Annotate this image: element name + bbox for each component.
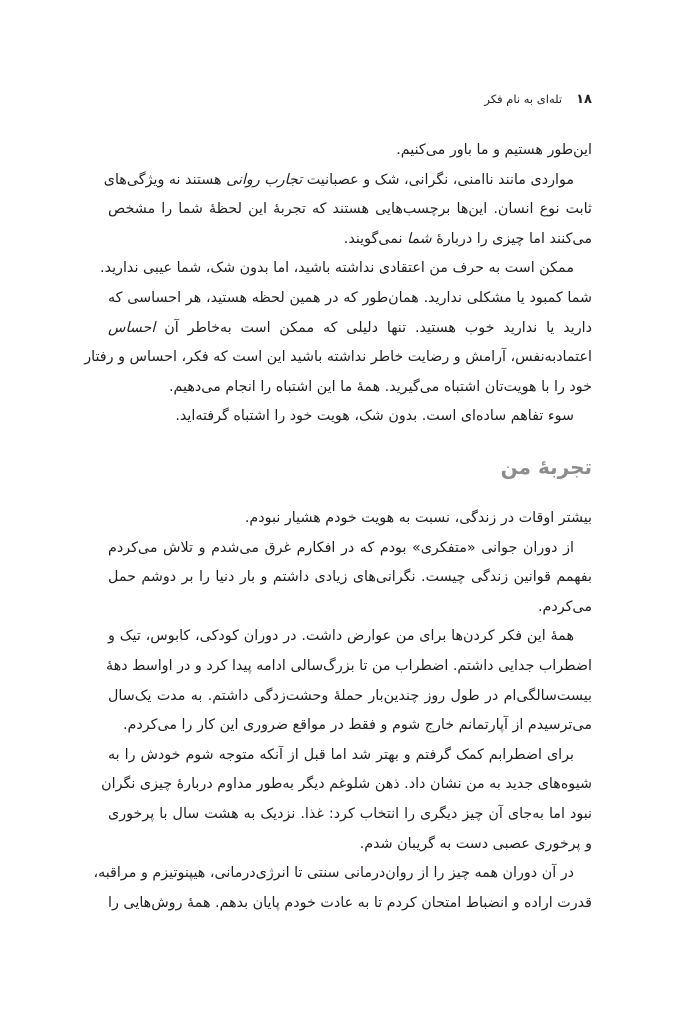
- body-text-bottom: [93, 504, 592, 918]
- running-head: [484, 92, 592, 107]
- text-line: [84, 343, 592, 373]
- text-segment: برای اضطرابم کمک گرفتم و بهتر شد اما قبل از آنکه متوجه شوم خودش را به: [108, 746, 574, 763]
- text-line: [108, 225, 592, 255]
- text-segment: می‌ترسیدم از آپارتمانم خارج شوم و فقط در مواقع ضروری این کار را می‌کردم.: [122, 717, 592, 734]
- text-line: [108, 284, 592, 314]
- text-segment: همهٔ این فکر کردن‌ها برای من عوارض داشت. در دوران کودکی، کابوس، تیک و: [108, 628, 574, 645]
- text-line: [108, 504, 592, 534]
- text-segment: بفهمم قوانین زندگی چیست. نگرانی‌های زیادی داشتم و بار دنیا را بر دوشم حمل: [108, 569, 592, 586]
- text-line: [108, 622, 592, 652]
- text-segment: دارید یا ندارید خوب هستید. تنها دلیلی که ممکن است به‌خاطر آن: [155, 319, 592, 336]
- text-line: [108, 402, 592, 432]
- text-line: [108, 652, 592, 682]
- paragraph: [108, 504, 592, 534]
- paragraph: [84, 254, 592, 402]
- text-line: [100, 254, 592, 284]
- text-line: [103, 166, 592, 196]
- text-line: [108, 314, 592, 344]
- text-line: [108, 682, 592, 712]
- italic-text: تجارب روانی: [226, 171, 303, 188]
- text-segment: می‌کردم.: [537, 598, 592, 615]
- text-line: [108, 136, 592, 166]
- paragraph: [108, 622, 592, 740]
- text-line: [108, 711, 592, 741]
- text-line: [108, 741, 592, 771]
- text-segment: ممکن است به حرف من اعتقادی نداشته باشید، اما بدون شک، شما عیبی ندارید.: [100, 260, 574, 277]
- text-line: [93, 859, 592, 889]
- italic-text: شما: [407, 230, 432, 247]
- text-segment: بیشتر اوقات در زندگی، نسبت به هویت خودم هشیار نبودم.: [244, 510, 592, 526]
- paragraph: [101, 741, 592, 859]
- text-segment: اضطراب جدایی داشتم. اضطراب من تا بزرگ‌سالی ادامه پیدا کرد و در اواسط دههٔ: [106, 657, 592, 674]
- book-title: تله‌ای به نام فکر: [484, 92, 563, 106]
- text-segment: می‌کنند اما چیزی را دربارهٔ: [431, 230, 592, 247]
- text-segment: شیوه‌های جدید به من نشان داد. ذهن شلوغم دیگر به‌طور مداوم دربارهٔ چیزی نگران: [101, 776, 592, 793]
- text-segment: مواردی مانند ناامنی، نگرانی، شک و عصبانیت: [302, 171, 574, 188]
- text-segment: و پرخوری عصبی دست به گریبان شدم.: [359, 835, 592, 852]
- text-segment: از دوران جوانی «متفکری» بودم که در افکارم غرق می‌شدم و تلاش می‌کردم: [108, 539, 574, 556]
- text-line: [108, 534, 592, 564]
- paragraph: [93, 859, 592, 918]
- text-line: [108, 800, 592, 830]
- text-line: [108, 373, 592, 403]
- section-heading: تجربهٔ من: [500, 455, 592, 479]
- text-segment: خود را با هویت‌تان اشتباه می‌گیرید. همهٔ ما این اشتباه را انجام می‌دهیم.: [168, 378, 592, 395]
- text-line: [108, 563, 592, 593]
- text-segment: قدرت اراده و انضباط امتحان کردم تا به عادت خودم پایان بدهم. همهٔ روش‌هایی را: [108, 894, 592, 911]
- body-text-top: [84, 136, 592, 432]
- text-segment: در آن دوران همه چیز را از روان‌درمانی سنتی تا انرژی‌درمانی، هیپنوتیزم و مراقبه،: [93, 865, 574, 882]
- paragraph: [108, 402, 592, 432]
- text-segment: اعتمادبه‌نفس، آرامش و رضایت خاطر نداشته باشید این است که فکر، احساس و رفتار: [84, 349, 592, 366]
- paragraph: [108, 534, 592, 623]
- italic-text: احساس: [108, 319, 156, 336]
- text-line: [108, 195, 592, 225]
- text-segment: نبود اما به‌جای آن چیز دیگری را انتخاب کرد: غذا. نزدیک به هشت سال با پرخوری: [108, 805, 592, 822]
- text-segment: سوء تفاهم ساده‌ای است. بدون شک، هویت خود را اشتباه گرفته‌اید.: [175, 408, 574, 425]
- text-line: [108, 593, 592, 623]
- text-line: [108, 889, 592, 919]
- text-segment: ثابت نوع انسان. این‌ها برچسب‌هایی هستند که تجربهٔ این لحظهٔ شما را مشخص: [108, 201, 592, 218]
- paragraph: [108, 136, 592, 166]
- text-segment: نمی‌گویند.: [343, 230, 408, 247]
- text-line: [101, 770, 592, 800]
- text-segment: بیست‌سالگی‌ام در طول روز چندین‌بار حملهٔ وحشت‌زدگی داشتم. به مدت یک‌سال: [108, 687, 592, 704]
- text-segment: هستند نه ویژگی‌های: [103, 171, 227, 188]
- page-number: ۱۸: [576, 92, 592, 107]
- text-segment: این‌طور هستیم و ما باور می‌کنیم.: [396, 142, 592, 158]
- text-line: [108, 830, 592, 860]
- paragraph: [103, 166, 592, 255]
- text-segment: شما کمبود یا مشکلی ندارید. همان‌طور که در همین لحظه هستید، هر احساسی که: [108, 289, 592, 306]
